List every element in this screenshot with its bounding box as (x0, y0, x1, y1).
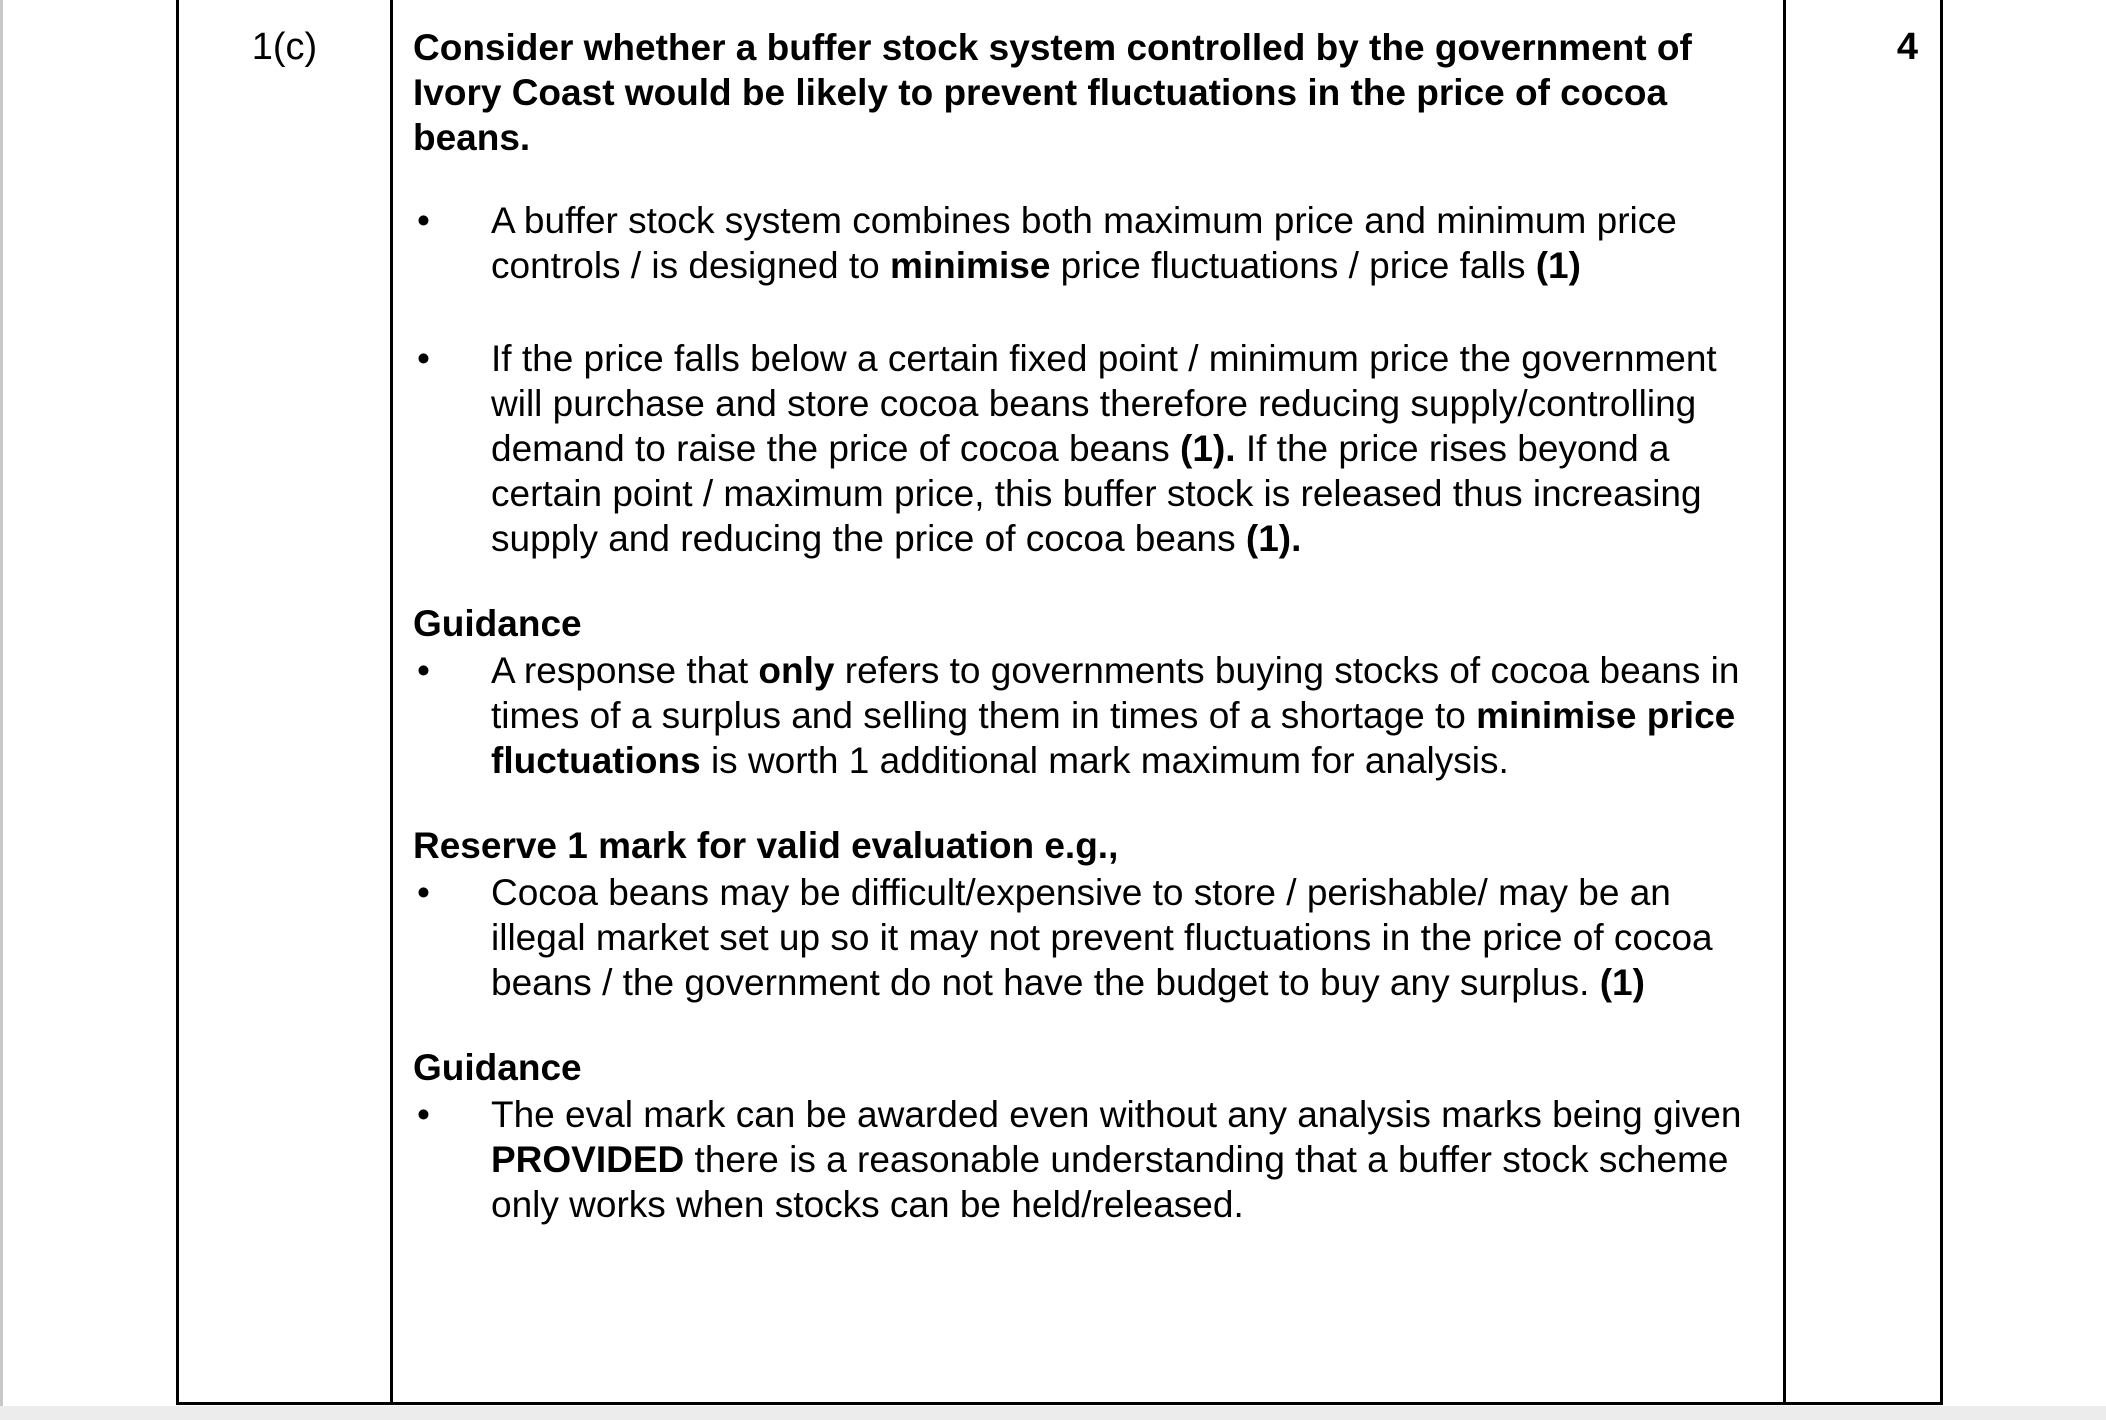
guidance-heading: Guidance (413, 1047, 582, 1088)
question-text: Consider whether a buffer stock system controlled by the government of Ivory Coast would be likely to prevent fluctuations in the price of cocoa beans. (413, 27, 1692, 158)
bullet-icon: • (417, 1094, 430, 1135)
answer-cell (413, 25, 1763, 1227)
marks-value: 4 (1896, 26, 1918, 68)
bullet-icon: • (417, 872, 430, 913)
page-bottom-band (0, 1406, 2106, 1420)
bullet-icon: • (417, 338, 430, 379)
mark-scheme-table (176, 0, 1943, 1405)
answer-point-1: • A buffer stock system combines both maximum price and minimum price controls / is designed to minimise price fluctuations / price falls (1) (417, 200, 1677, 286)
evaluation-point: • Cocoa beans may be difficult/expensive to store / perishable/ may be an illegal market set up so it may not prevent fluctuations in the price of cocoa beans / the government do not have the budget to buy any surplus. (1) (417, 872, 1713, 1003)
page-left-edge (0, 0, 3, 1420)
answer-point-2: • If the price falls below a certain fixed point / minimum price the government will purchase and store cocoa beans therefore reducing supply/controlling demand to raise the price of cocoa beans (1). If the price rises beyond a certain point / maximum price, this buffer stock is released thus increasing supply and reducing the price of cocoa beans (1). (417, 338, 1717, 559)
bullet-icon: • (417, 200, 430, 241)
question-number: 1(c) (251, 26, 318, 68)
guidance-point: • A response that only refers to governments buying stocks of cocoa beans in times of a surplus and selling them in times of a shortage to minimise price fluctuations is worth 1 additional mark maximum for analysis. (417, 650, 1740, 781)
column-divider (1783, 0, 1786, 1402)
bullet-icon: • (417, 650, 430, 691)
guidance-heading: Guidance (413, 603, 582, 644)
guidance-point: • The eval mark can be awarded even without any analysis marks being given PROVIDED there is a reasonable understanding that a buffer stock scheme only works when stocks can be held/released. (417, 1094, 1742, 1225)
column-divider (390, 0, 393, 1402)
evaluation-heading: Reserve 1 mark for valid evaluation e.g., (413, 825, 1119, 866)
